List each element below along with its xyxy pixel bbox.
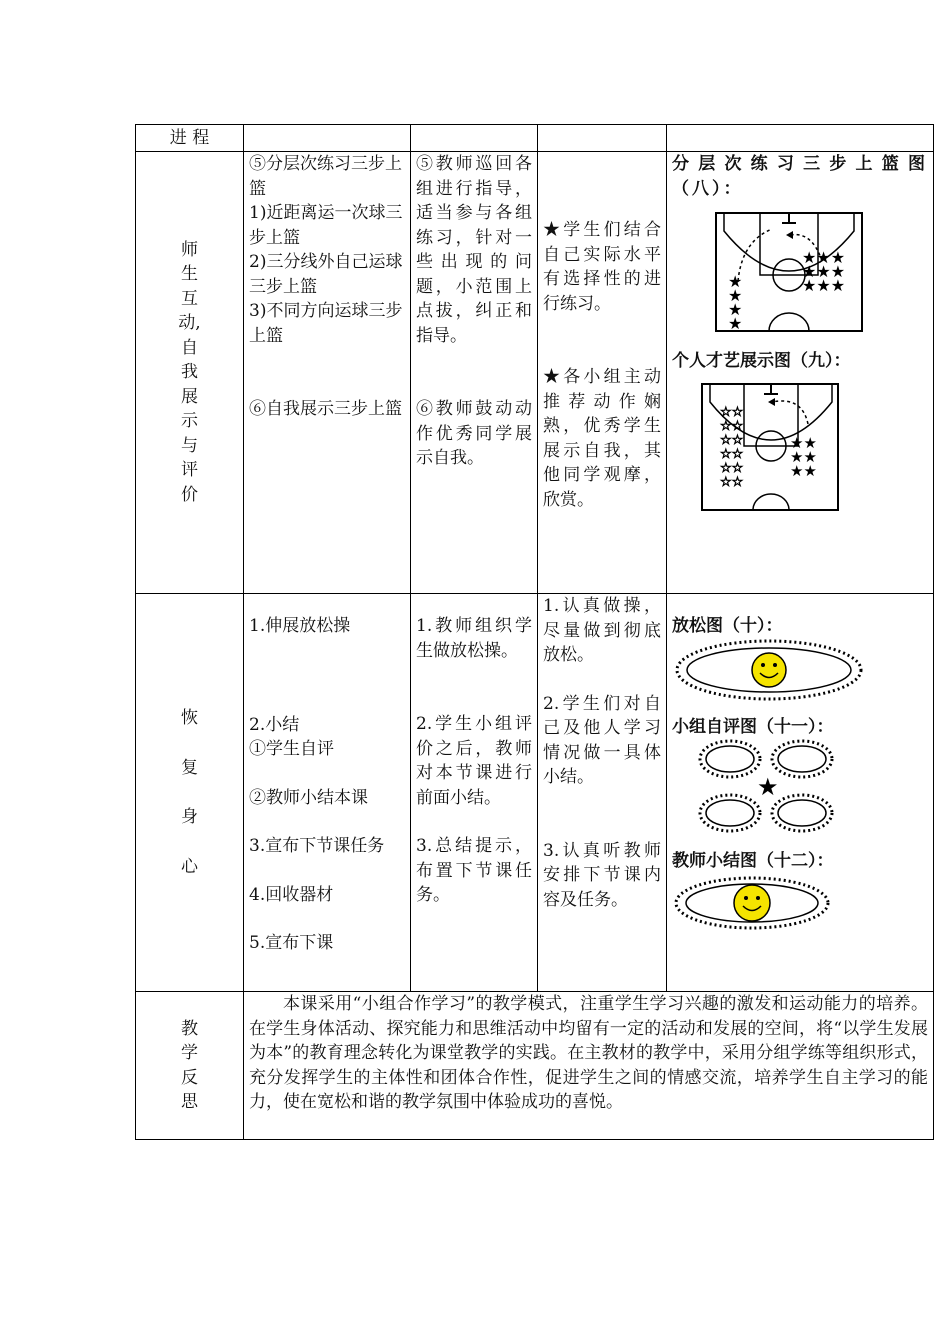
smiley-icon — [734, 885, 770, 921]
svg-text:★★: ★★ — [790, 461, 817, 480]
svg-text:☆☆: ☆☆ — [720, 404, 744, 420]
svg-text:☆☆: ☆☆ — [720, 446, 744, 462]
header-cell-5 — [667, 125, 934, 152]
teacher-guidance — [411, 152, 538, 594]
fig11-caption: 小组自评图（十一）： — [672, 716, 834, 737]
recovery-student-1: 1.认真做操，尽量做到彻底放松。 — [543, 596, 661, 665]
svg-text:☆☆: ☆☆ — [720, 474, 744, 490]
svg-text:★★★: ★★★ — [802, 276, 846, 295]
student-response-2: ★各小组主动推荐动作娴熟，优秀学生展示自我，其他同学观摩，欣赏。 — [543, 367, 661, 510]
relaxation-diagram — [672, 639, 918, 701]
svg-text:☆☆: ☆☆ — [720, 418, 744, 434]
recovery-content — [244, 594, 411, 992]
header-cell-3 — [411, 125, 538, 152]
stage-header: 进 程 — [136, 125, 244, 152]
recovery-item: ②教师小结本课 — [249, 787, 368, 808]
figure-cell-2 — [667, 594, 934, 992]
recovery-teacher-3: 3.总结提示，布置下节课任务。 — [416, 836, 532, 905]
practice-content — [244, 152, 411, 594]
fig12-caption: 教师小结图（十二）： — [672, 851, 834, 871]
stage-interaction: 师 生 互 动, 自 我 展 示 与 评 价 — [136, 152, 244, 594]
teacher-guidance-2: ⑥教师鼓动动作优秀同学展示自我。 — [416, 399, 532, 468]
svg-text:★: ★ — [728, 272, 743, 291]
stage-recovery: 恢 复 身 心 — [136, 594, 244, 992]
reflection-text: 本课采用“小组合作学习”的教学模式，注重学生学习兴趣的激发和运动能力的培养。在学生身体活动、探究能力和思维活动中均留有一定的活动和发展的空间，将“以学生发展为本”的教育理念转化为课堂教学的实践。在主教材的教学中，采用分组学练等组织形式，充分发挥学生的主体性和团体合作性，促进学生之间的情感交流，培养学生自主学习的能力，使在宽松和谐的教学氛围中体验成功的喜悦。 — [244, 992, 934, 1140]
recovery-item: 3.宣布下节课任务 — [249, 836, 385, 856]
fig9-caption: 个人才艺展示图（九）： — [672, 351, 851, 371]
figure-cell-1 — [667, 152, 934, 594]
practice-title: ⑤分层次练习三步上篮 — [249, 154, 402, 199]
recovery-student — [538, 594, 667, 992]
svg-text:★★★: ★★★ — [802, 248, 846, 267]
recovery-item: 5.宣布下课 — [249, 933, 334, 953]
group-evaluation-diagram — [672, 739, 918, 839]
svg-text:★: ★ — [728, 300, 743, 319]
teacher-guidance-1: ⑤教师巡回各组进行指导，适当参与各组练习，针对一些出现的问题，小范围上点拔，纠正和指导。 — [416, 154, 532, 346]
practice-item: 1)近距离运一次球三步上篮 — [249, 203, 403, 248]
svg-text:☆☆: ☆☆ — [720, 460, 744, 476]
layup-practice-diagram — [672, 201, 918, 341]
header-cell-2 — [244, 125, 411, 152]
recovery-teacher-2: 2.学生小组评价之后，教师对本节课进行前面小结。 — [416, 714, 532, 808]
svg-text:★★: ★★ — [790, 447, 817, 466]
svg-text:☆☆: ☆☆ — [720, 432, 744, 448]
stage-reflection: 教 学 反 思 — [136, 992, 244, 1140]
header-cell-4 — [538, 125, 667, 152]
practice-item: 2)三分线外自己运球三步上篮 — [249, 252, 403, 297]
recovery-student-2: 2.学生们对自己及他人学习情况做一具体小结。 — [543, 693, 661, 787]
reflection-row — [136, 992, 934, 1140]
recovery-student-3: 3.认真听教师安排下节课内容及任务。 — [543, 840, 661, 910]
lesson-table — [135, 124, 934, 1140]
recovery-item: ①学生自评 — [249, 739, 334, 759]
student-response-1: ★学生们结合自己实际水平有选择性的进行练习。 — [543, 220, 661, 314]
svg-text:★: ★ — [728, 286, 743, 305]
talent-show-diagram — [672, 374, 918, 514]
recovery-teacher — [411, 594, 538, 992]
practice-item: 3)不同方向运球三步上篮 — [249, 301, 403, 346]
smiley-icon — [752, 653, 786, 687]
fig10-caption: 放松图（十）： — [672, 616, 783, 636]
student-response — [538, 152, 667, 594]
recovery-teacher-1: 1.教师组织学生做放松操。 — [416, 616, 532, 661]
recovery-item: 2.小结 — [249, 714, 300, 735]
star-icon: ★ — [757, 773, 779, 801]
header-row — [136, 125, 934, 152]
teacher-summary-diagram — [672, 874, 918, 932]
showcase-item: ⑥自我展示三步上篮 — [249, 399, 402, 419]
recovery-item: 4.回收器材 — [249, 884, 334, 905]
svg-text:★: ★ — [728, 314, 743, 333]
fig8-caption: 分层次练习三步上篮图（八）： — [672, 154, 928, 199]
interaction-row — [136, 152, 934, 594]
svg-text:★★★: ★★★ — [802, 262, 846, 281]
recovery-item: 1.伸展放松操 — [249, 616, 351, 636]
svg-text:★★: ★★ — [790, 433, 817, 452]
recovery-row — [136, 594, 934, 992]
